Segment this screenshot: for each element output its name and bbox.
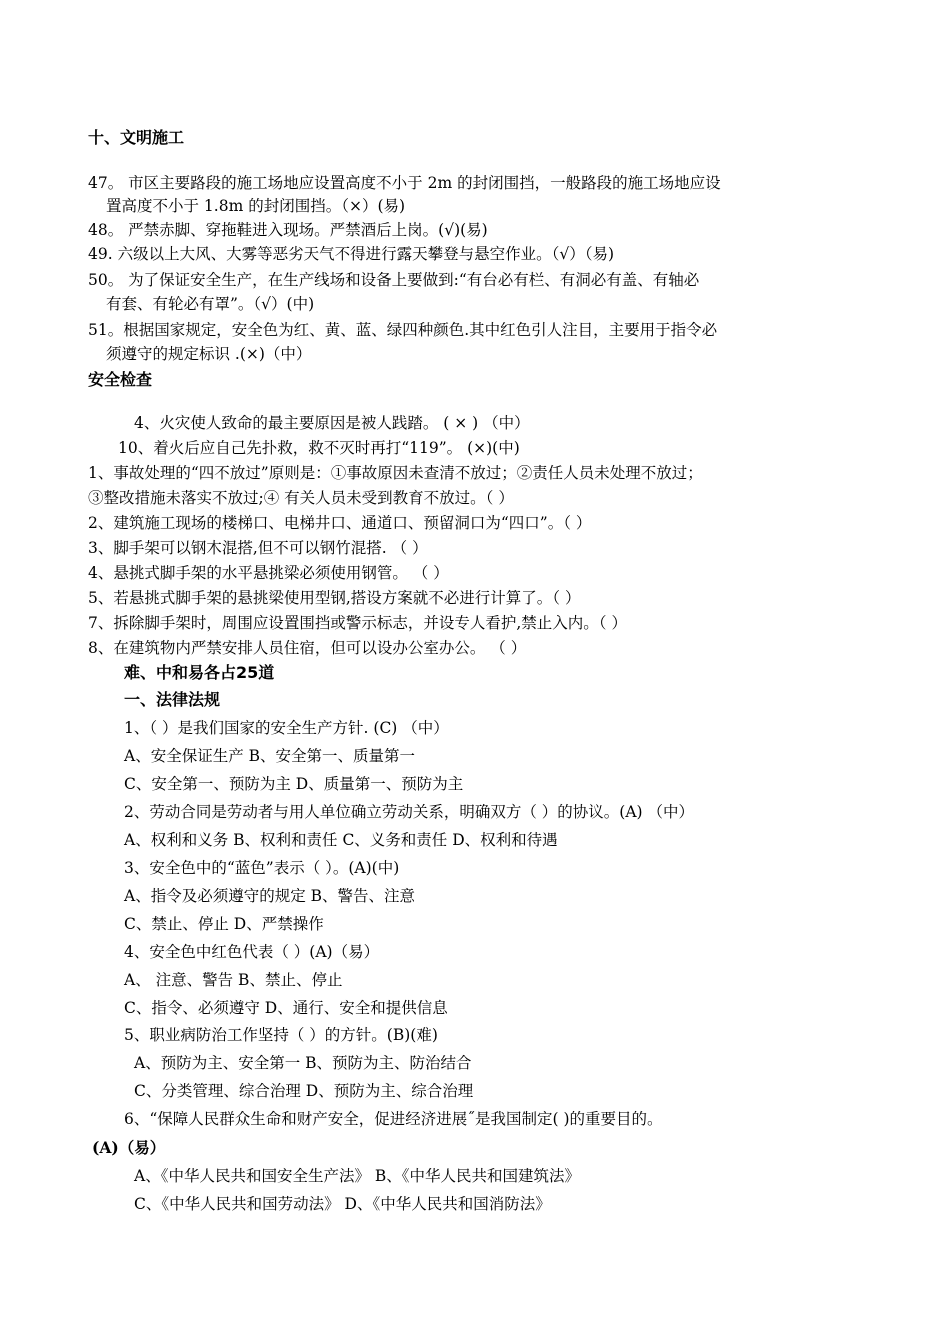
inspection-item-4b: 4、悬挑式脚手架的水平悬挑梁必须使用钢管。 （ ） xyxy=(88,564,449,582)
law-question-1: 1、（ ）是我们国家的安全生产方针. (C) （中） xyxy=(124,719,449,737)
question-51-line-2: 须遵守的规定标识 .(×)（中） xyxy=(106,345,312,363)
section-heading-safety-inspection: 安全检查 xyxy=(88,370,153,389)
question-47-line-1: 47。 市区主要路段的施工场地应设置高度不小于 2m 的封闭围挡，一般路段的施工场地应设 xyxy=(88,174,721,192)
question-49: 49. 六级以上大风、大雾等恶劣天气不得进行露天攀登与悬空作业。（√）（易) xyxy=(88,245,615,263)
law-question-2-options: A、权利和义务 B、权利和责任 C、义务和责任 D、权利和待遇 xyxy=(124,831,558,849)
inspection-item-8: 8、在建筑物内严禁安排人员住宿，但可以设办公室办公。 （ ） xyxy=(88,639,527,657)
law-question-6-options-ab: A、《中华人民共和国安全生产法》 B、《中华人民共和国建筑法》 xyxy=(134,1167,581,1185)
law-question-3-options-ab: A、指令及必须遵守的规定 B、警告、注意 xyxy=(124,887,416,905)
difficulty-note: 难、中和易各占25道 xyxy=(124,663,275,682)
law-question-1-options-ab: A、安全保证生产 B、安全第一、质量第一 xyxy=(124,747,416,765)
law-question-6-answer: (A)（易） xyxy=(92,1138,166,1157)
inspection-item-1-line-1: 1、事故处理的“四不放过”原则是：①事故原因未查清不放过；②责任人员未处理不放过； xyxy=(88,464,703,482)
section-heading-civilized-construction: 十、文明施工 xyxy=(88,128,185,147)
law-question-6-options-cd: C、《中华人民共和国劳动法》 D、《中华人民共和国消防法》 xyxy=(134,1195,551,1213)
law-question-4-options-cd: C、指令、必须遵守 D、通行、安全和提供信息 xyxy=(124,999,448,1017)
question-51-line-1: 51。根据国家规定，安全色为红、黄、蓝、绿四种颜色.其中红色引人注目，主要用于指令必 xyxy=(88,321,718,339)
law-question-3-options-cd: C、禁止、停止 D、严禁操作 xyxy=(124,915,324,933)
question-48: 48。 严禁赤脚、穿拖鞋进入现场。严禁酒后上岗。(√)(易) xyxy=(88,221,488,239)
law-question-5-options-ab: A、预防为主、安全第一 B、预防为主、防治结合 xyxy=(134,1054,472,1072)
law-question-1-options-cd: C、安全第一、预防为主 D、质量第一、预防为主 xyxy=(124,775,464,793)
section-heading-laws: 一、法律法规 xyxy=(124,690,221,709)
law-question-3: 3、安全色中的“蓝色”表示（ ）。(A)(中) xyxy=(124,859,400,877)
law-question-2: 2、劳动合同是劳动者与用人单位确立劳动关系，明确双方（ ）的协议。(A) （中） xyxy=(124,803,695,821)
question-47-line-2: 置高度不小于 1.8m 的封闭围挡。（×）(易) xyxy=(106,197,406,215)
inspection-item-4: 4、火灾使人致命的最主要原因是被人践踏。 ( × ) （中） xyxy=(134,414,530,432)
law-question-6: 6、“保障人民群众生命和财产安全，促进经济进展˝是我国制定( )的重要目的。 xyxy=(124,1110,663,1128)
inspection-item-2: 2、建筑施工现场的楼梯口、电梯井口、通道口、预留洞口为“四口”。（ ） xyxy=(88,514,592,532)
inspection-item-1-line-2: ③整改措施未落实不放过;④ 有关人员未受到教育不放过。（ ） xyxy=(88,489,514,507)
law-question-4: 4、安全色中红色代表（ ）(A)（易） xyxy=(124,943,380,961)
inspection-item-5: 5、若悬挑式脚手架的悬挑梁使用型钢,搭设方案就不必进行计算了。（ ） xyxy=(88,589,581,607)
inspection-item-3: 3、脚手架可以钢木混搭,但不可以钢竹混搭. （ ） xyxy=(88,539,428,557)
law-question-4-options-ab: A、 注意、警告 B、禁止、停止 xyxy=(124,971,343,989)
law-question-5: 5、职业病防治工作坚持（ ）的方针。(B)(难) xyxy=(124,1026,438,1044)
inspection-item-10: 10、着火后应自己先扑救，救不灭时再打“119”。 (×)(中) xyxy=(118,439,520,457)
question-50-line-1: 50。 为了保证安全生产，在生产线场和设备上要做到:“有台必有栏、有洞必有盖、有轴必 xyxy=(88,271,700,289)
question-50-line-2: 有套、有轮必有罩”。（√）(中) xyxy=(106,295,315,313)
law-question-5-options-cd: C、分类管理、综合治理 D、预防为主、综合治理 xyxy=(134,1082,474,1100)
inspection-item-7: 7、拆除脚手架时，周围应设置围挡或警示标志，并设专人看护,禁止入内。（ ） xyxy=(88,614,627,632)
